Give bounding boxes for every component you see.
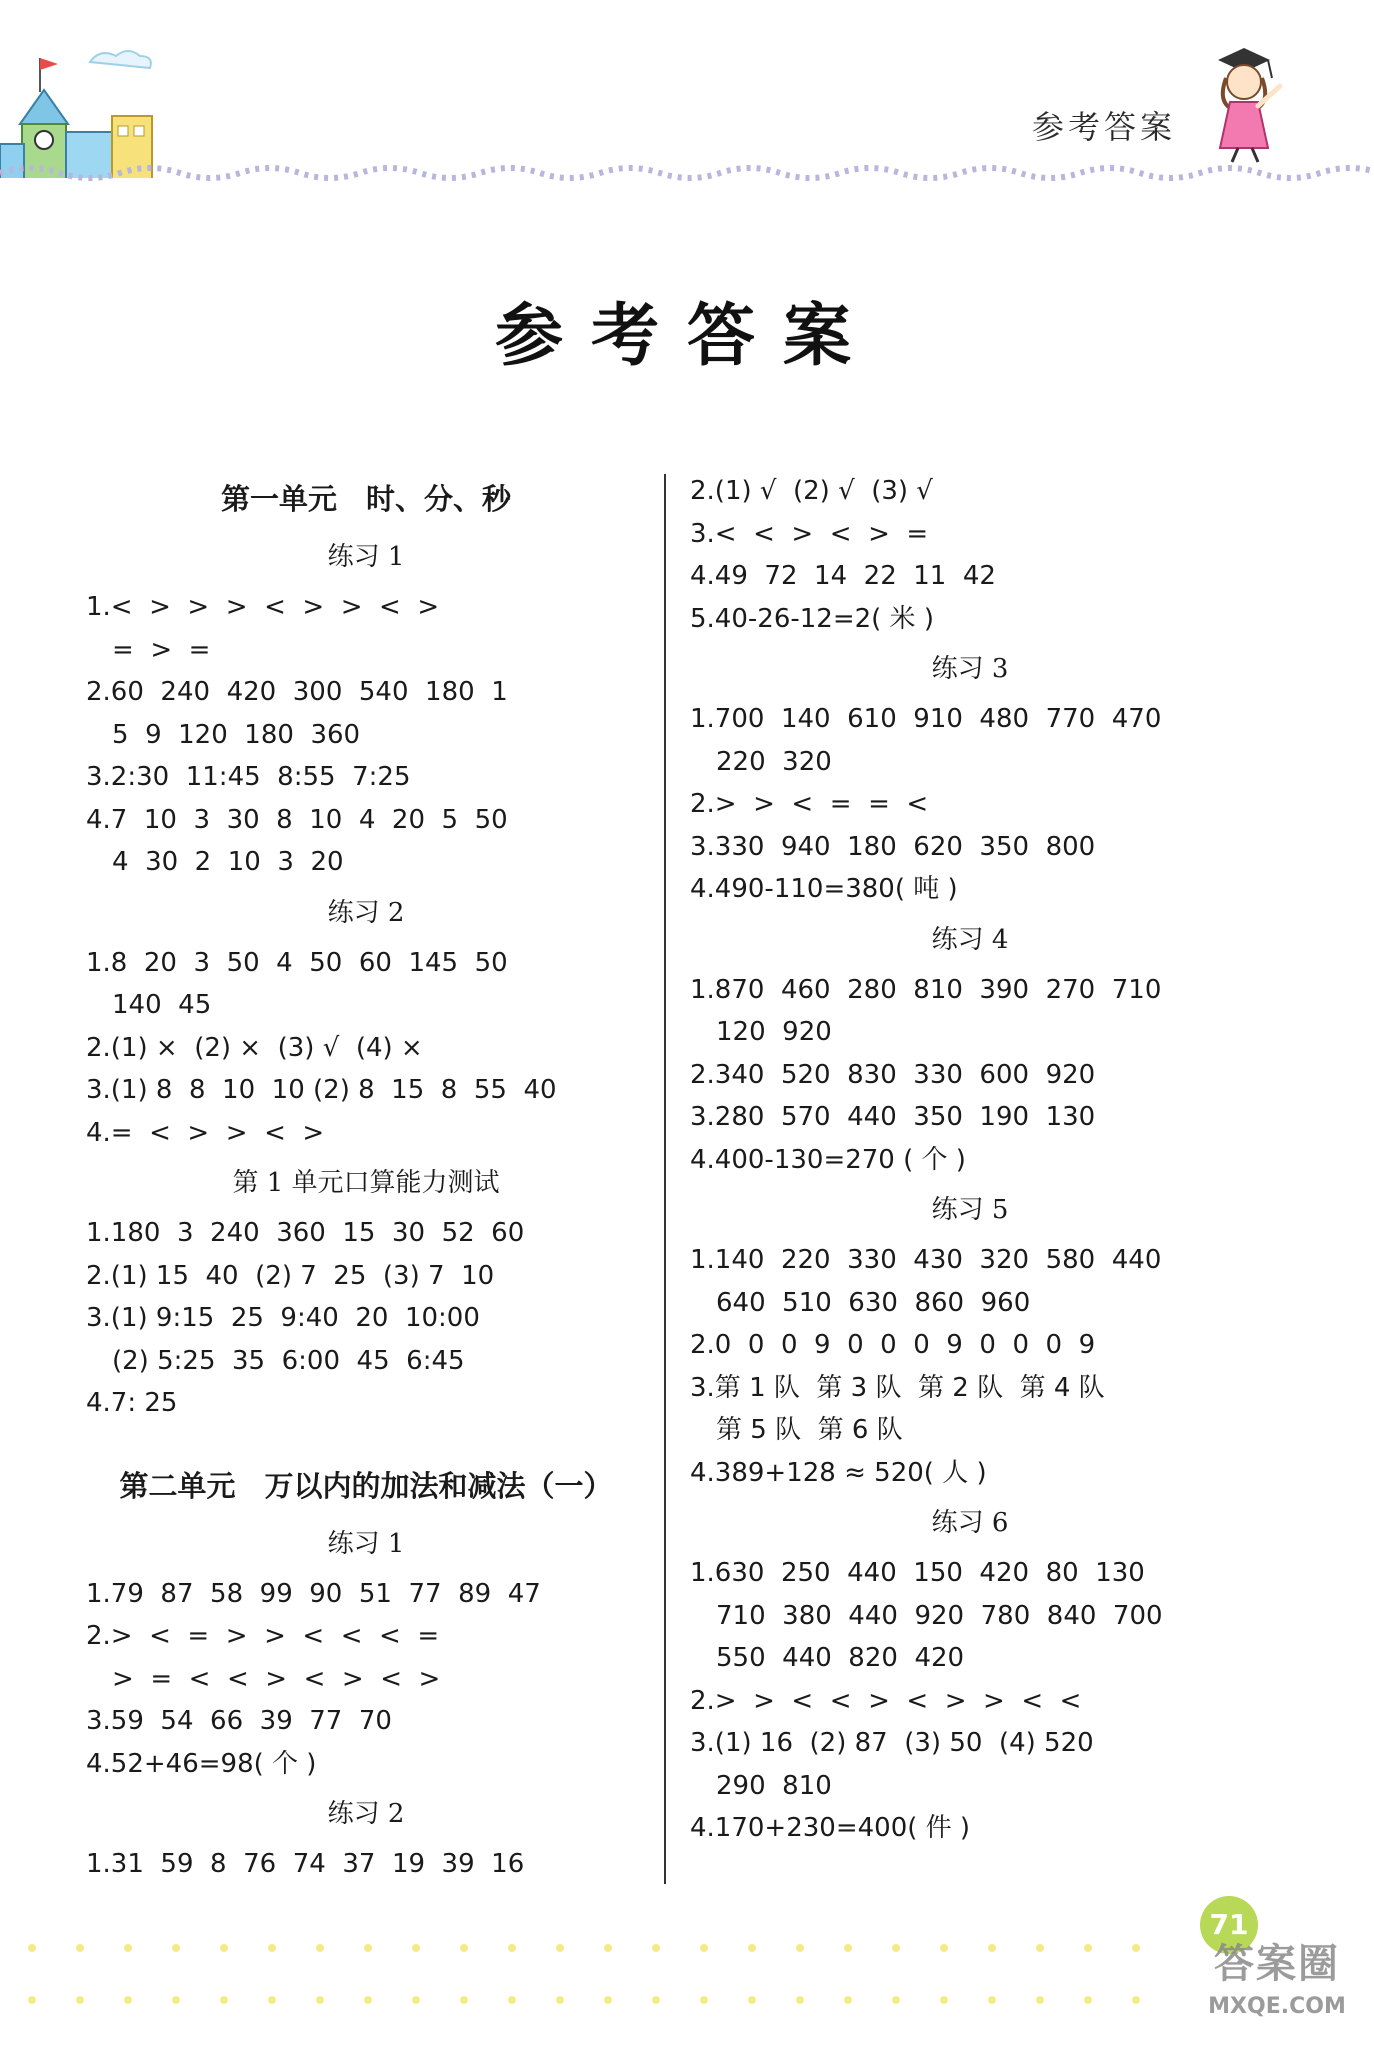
answer-line: 4.170+230=400( 件 )	[690, 1813, 971, 1843]
watermark-logo	[1188, 1936, 1366, 2040]
answer-line: 710 380 440 920 780 840 700	[716, 1600, 1163, 1631]
answer-line: 4.= < > > < >	[86, 1117, 325, 1148]
unit-2-title: 第二单元 万以内的加法和减法（一）	[119, 1468, 613, 1503]
answer-line: 640 510 630 860 960	[716, 1287, 1031, 1318]
page-title: 参考答案	[494, 297, 879, 376]
answer-line: 140 45	[112, 990, 212, 1020]
answer-line: 1.< > > > < > > < >	[86, 592, 440, 622]
answer-line: 4.490-110=380( 吨 )	[690, 874, 958, 904]
answer-line: 3.280 570 440 350 190 130	[690, 1102, 1096, 1132]
answer-line: 4 30 2 10 3 20	[112, 847, 344, 877]
answer-line: = > =	[112, 634, 211, 665]
unit-2-exercise-2-title: 练习 2	[327, 1799, 405, 1829]
answer-line: 2.(1) √ (2) √ (3) √	[690, 476, 933, 506]
answer-line: 1.870 460 280 810 390 270 710	[690, 974, 1162, 1005]
answer-line: 4.7: 25	[86, 1388, 178, 1418]
answer-line: 4.389+128 ≈ 520( 人 )	[690, 1457, 987, 1488]
answer-line: 3.(1) 16 (2) 87 (3) 50 (4) 520	[690, 1728, 1094, 1758]
answer-line: 3.(1) 8 8 10 10 (2) 8 15 8 55 40	[86, 1075, 557, 1105]
answer-line: 第 5 队 第 6 队	[716, 1415, 903, 1445]
unit-1-title: 第一单元 时、分、秒	[220, 482, 511, 516]
answer-line: 4.7 10 3 30 8 10 4 20 5 50	[86, 804, 508, 835]
answer-line: 3.(1) 9:15 25 9:40 20 10:00	[86, 1303, 480, 1333]
answer-line: 1.8 20 3 50 4 50 60 145 50	[86, 947, 508, 978]
column-divider	[664, 474, 666, 1884]
exercise-3-title: 练习 3	[931, 654, 1009, 684]
answer-line: 3.< < > < > =	[690, 518, 929, 549]
answer-line: 3.330 940 180 620 350 800	[690, 831, 1096, 862]
exercise-5-title: 练习 5	[931, 1195, 1009, 1225]
answer-line: 5 9 120 180 360	[112, 719, 361, 750]
answer-line: (2) 5:25 35 6:00 45 6:45	[112, 1345, 465, 1376]
answer-line: 2.> > < = = <	[690, 789, 929, 819]
exercise-4-title: 练习 4	[931, 924, 1009, 955]
wavy-divider	[0, 158, 1374, 188]
answer-line: 2.340 520 830 330 600 920	[690, 1059, 1096, 1090]
answer-line: 4.52+46=98( 个 )	[86, 1748, 317, 1779]
left-column	[86, 470, 646, 1886]
answer-line: 290 810	[716, 1770, 832, 1801]
exercise-6-title: 练习 6	[931, 1508, 1009, 1538]
answer-line: 3.2:30 11:45 8:55 7:25	[86, 762, 411, 792]
answer-line: 2.(1) 15 40 (2) 7 25 (3) 7 10	[86, 1260, 495, 1291]
graduate-girl-illustration	[1200, 38, 1290, 163]
answer-line: 1.700 140 610 910 480 770 470	[690, 704, 1162, 734]
right-column	[690, 470, 1250, 1850]
answer-line: 3.59 54 66 39 77 70	[86, 1706, 392, 1736]
answer-line: 1.31 59 8 76 74 37 19 39 16	[86, 1849, 525, 1879]
answer-line: 4.400-130=270 ( 个 )	[690, 1144, 966, 1175]
exercise-2-title: 练习 2	[327, 897, 405, 928]
answer-line: 2.(1) × (2) × (3) √ (4) ×	[86, 1032, 423, 1063]
answer-line: 2.> < = > > < < < =	[86, 1621, 440, 1651]
answer-line: 1.180 3 240 360 15 30 52 60	[86, 1218, 525, 1248]
answer-line: 1.630 250 440 150 420 80 130	[690, 1558, 1145, 1588]
school-illustration	[0, 28, 170, 178]
answer-line: 1.79 87 58 99 90 51 77 89 47	[86, 1578, 541, 1609]
answer-line: > = < < > < > < >	[112, 1663, 441, 1694]
unit-2-exercise-1-title: 练习 1	[327, 1528, 405, 1559]
unit-test-title: 第 1 单元口算能力测试	[232, 1168, 500, 1198]
answer-line: 2.0 0 0 9 0 0 0 9 0 0 0 9	[690, 1330, 1096, 1360]
answer-line: 220 320	[716, 746, 832, 777]
header-title: 参考答案	[1032, 108, 1177, 146]
answer-line: 3.第 1 队 第 3 队 第 2 队 第 4 队	[690, 1372, 1105, 1403]
answer-line: 2.60 240 420 300 540 180 1	[86, 677, 508, 707]
page-footer	[0, 1900, 1374, 2045]
answer-line: 5.40-26-12=2( 米 )	[690, 603, 934, 634]
watermark-logo-text: 答案圈	[1214, 1941, 1340, 1987]
answer-line: 2.> > < < > < > > < <	[690, 1685, 1082, 1716]
answer-line: 1.140 220 330 430 320 580 440	[690, 1245, 1162, 1275]
watermark-url: MXQE.COM	[1208, 1994, 1346, 2019]
answer-line: 550 440 820 420	[716, 1643, 965, 1673]
answer-line: 4.49 72 14 22 11 42	[690, 561, 996, 591]
dotted-border	[0, 1900, 1374, 2045]
exercise-1-title: 练习 1	[327, 542, 405, 572]
page-header	[0, 0, 1374, 200]
answer-line: 120 920	[716, 1017, 832, 1047]
page-number-badge: 71	[1200, 1896, 1258, 1954]
